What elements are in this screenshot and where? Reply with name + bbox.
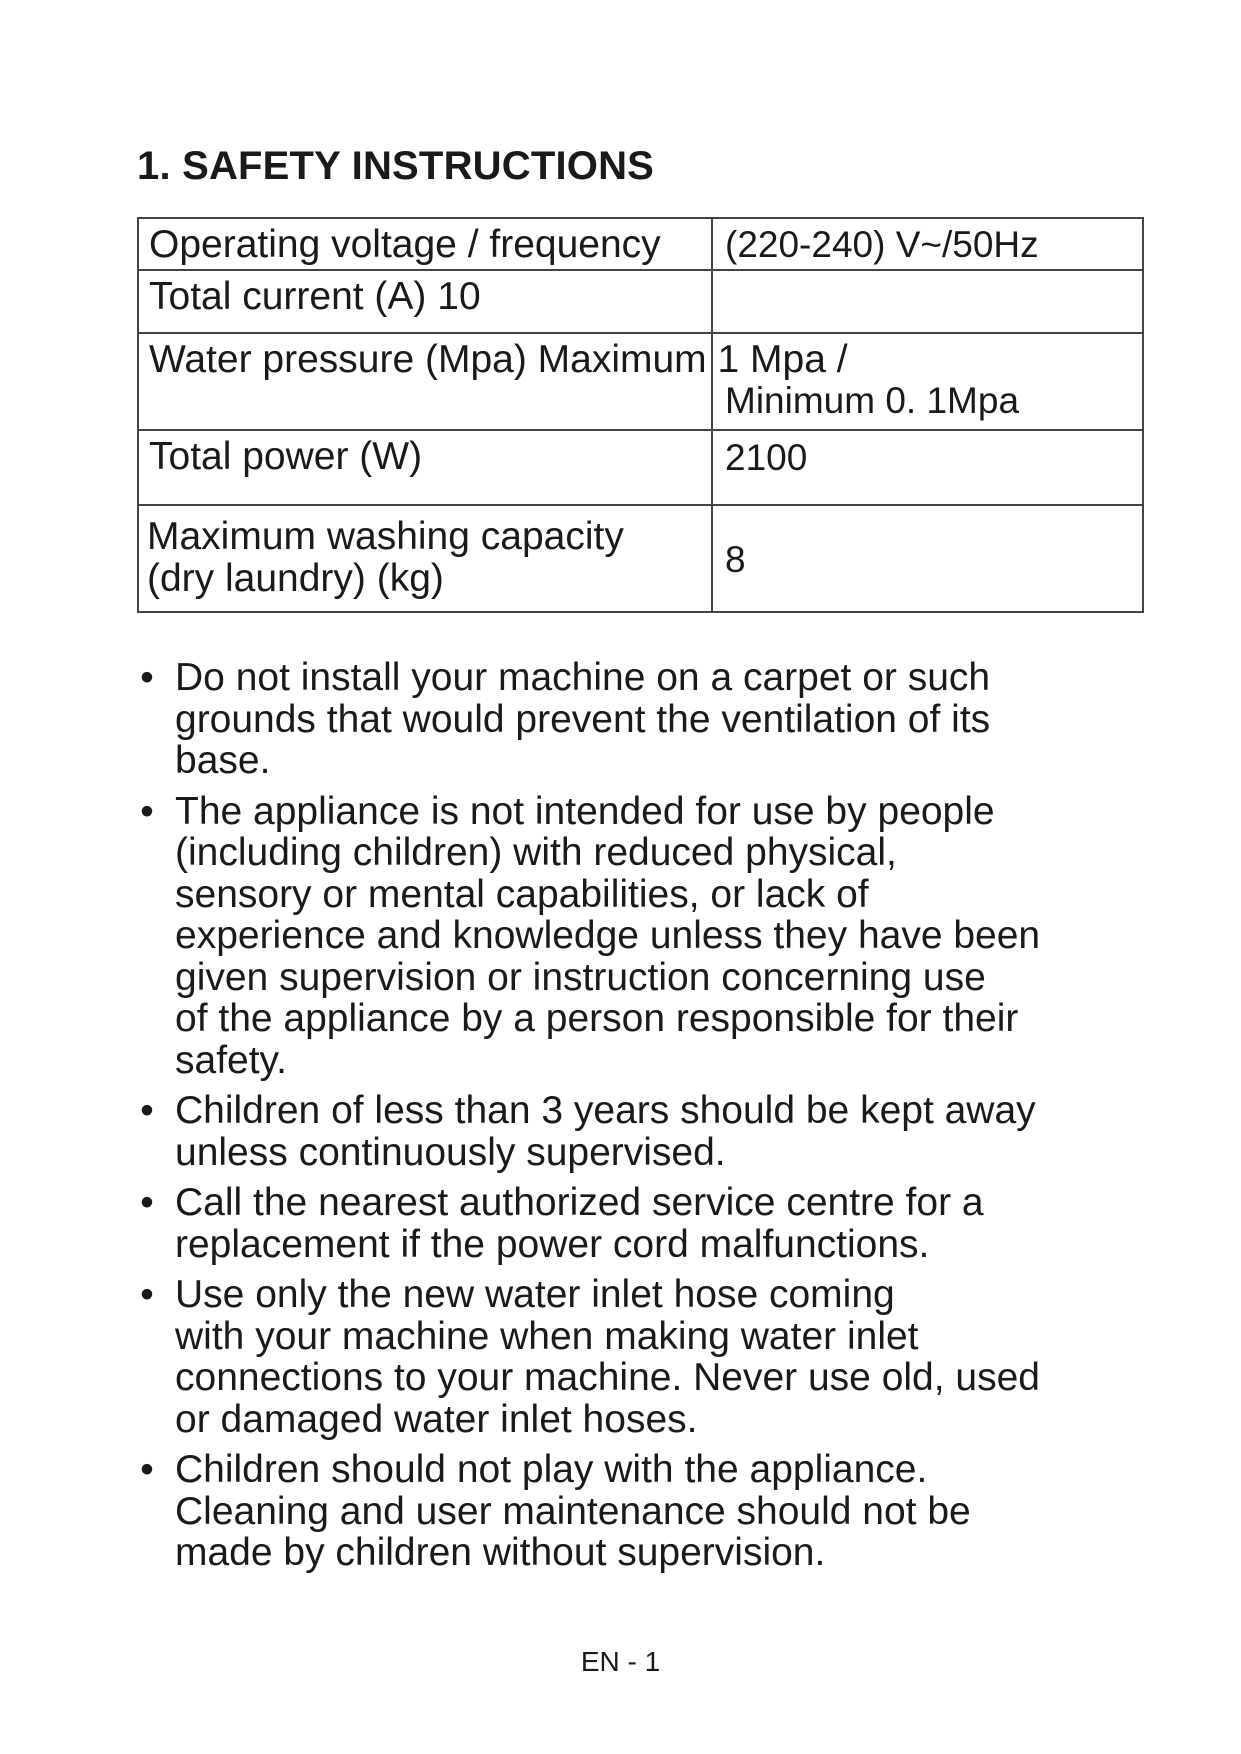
table-row — [138, 218, 1143, 270]
table-cell-value — [712, 270, 1143, 333]
bullet-text-line: Call the nearest authorized service centre for a — [175, 1181, 984, 1224]
bullet-text-line: given supervision or instruction concerning use — [175, 955, 986, 999]
list-item — [137, 791, 1137, 1082]
bullet-text-line: grounds that would prevent the ventilation of its — [175, 697, 991, 741]
safety-bullet-list — [137, 657, 1137, 1583]
table-row — [138, 430, 1143, 505]
table-row — [138, 270, 1143, 333]
capacity-label — [139, 506, 711, 600]
bullet-icon: • — [140, 789, 154, 833]
list-item — [137, 1449, 1137, 1574]
capacity-value: 8 — [725, 539, 746, 580]
capacity-label-line1: Maximum washing capacity — [147, 515, 624, 558]
voltage-value: (220-240) V~/50Hz — [725, 224, 1039, 265]
current-label: Total current (A) 10 — [149, 275, 481, 318]
list-item — [137, 1182, 1137, 1265]
bullet-text-line: unless continuously supervised. — [175, 1130, 726, 1174]
table-cell-value — [712, 218, 1143, 270]
spec-table — [137, 217, 1144, 613]
water-pressure-value: Minimum 0. 1Mpa — [725, 380, 1020, 421]
bullet-icon: • — [140, 656, 154, 699]
bullet-text-line: or damaged water inlet hoses. — [175, 1397, 698, 1441]
bullet-text-line: sensory or mental capabilities, or lack of — [175, 872, 869, 916]
bullet-text-line: with your machine when making water inlet — [175, 1314, 919, 1358]
list-item — [137, 1274, 1137, 1440]
table-cell-value — [712, 333, 1143, 430]
bullet-text-line: Do not install your machine on a carpet or such — [175, 656, 991, 699]
table-cell-label — [138, 430, 712, 505]
bullet-text-line: Children should not play with the appliance. — [175, 1448, 928, 1491]
table-cell-label — [138, 333, 848, 430]
power-value: 2100 — [725, 437, 808, 478]
list-item — [137, 1090, 1137, 1173]
bullet-icon: • — [140, 1273, 154, 1316]
table-cell-label — [138, 505, 712, 612]
table-cell-label — [138, 270, 712, 333]
water-pressure-label: Water pressure (Mpa) Maximum 1 Mpa / — [149, 338, 848, 381]
bullet-text-line: Cleaning and user maintenance should not be — [175, 1489, 971, 1533]
bullet-text-line: safety. — [175, 1038, 287, 1082]
power-label: Total power (W) — [149, 435, 423, 478]
page-number: EN - 1 — [580, 1646, 661, 1677]
bullet-text-line: replacement if the power cord malfunctions. — [175, 1222, 930, 1266]
bullet-text-line: Children of less than 3 years should be kept away — [175, 1089, 1036, 1132]
table-row — [138, 333, 1143, 430]
table-cell-value — [712, 505, 1143, 612]
bullet-text-line: connections to your machine. Never use old, used — [175, 1356, 1040, 1399]
bullet-icon: • — [140, 1181, 154, 1224]
table-cell-value — [712, 430, 1143, 505]
bullet-text-line: (including children) with reduced physical, — [175, 831, 897, 874]
page-title: 1. SAFETY INSTRUCTIONS — [137, 144, 655, 188]
table-row — [138, 505, 1143, 612]
bullet-text-line: The appliance is not intended for use by people — [175, 789, 995, 833]
table-cell-label — [138, 218, 712, 270]
bullet-text-line: Use only the new water inlet hose coming — [175, 1273, 895, 1316]
bullet-text-line: base. — [175, 739, 271, 782]
bullet-text-line: experience and knowledge unless they have been — [175, 914, 1041, 957]
capacity-label-line2: (dry laundry) (kg) — [147, 557, 444, 600]
bullet-icon: • — [140, 1448, 154, 1491]
current-value — [713, 271, 1142, 276]
bullet-icon: • — [140, 1089, 154, 1132]
bullet-text-line: of the appliance by a person responsible for their — [175, 997, 1019, 1040]
list-item — [137, 657, 1137, 782]
voltage-label: Operating voltage / frequency — [149, 223, 661, 266]
bullet-text-line: made by children without supervision. — [175, 1531, 826, 1574]
